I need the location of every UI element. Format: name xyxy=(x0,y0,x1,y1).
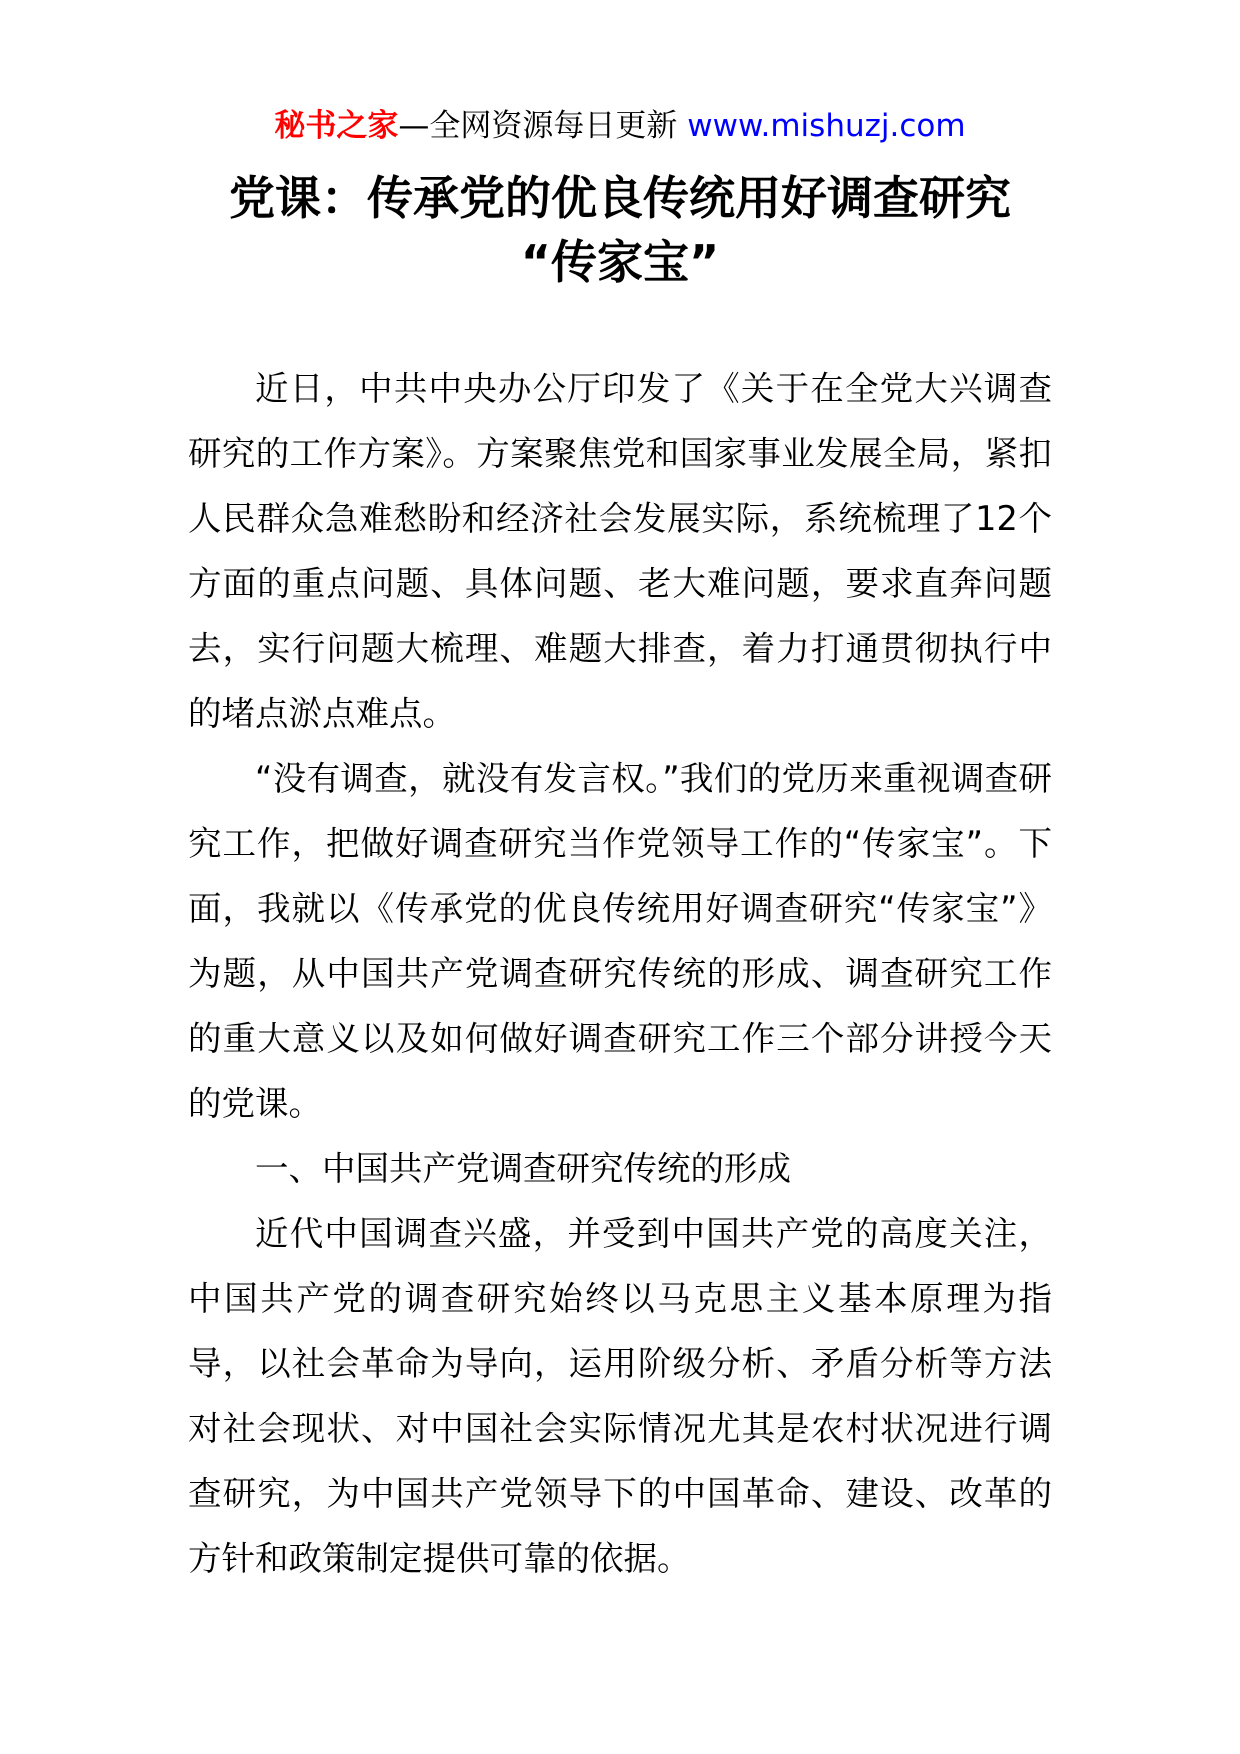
paragraph-intro: 近日，中共中央办公厅印发了《关于在全党大兴调查研究的工作方案》。方案聚焦党和国家事业发展全局，紧扣人民群众急难愁盼和经济社会发展实际，系统梳理了12个方面的重点问题、具体问题、老大难问题，要求直奔问题去，实行问题大梳理、难题大排查，着力打通贯彻执行中的堵点淤点难点。 xyxy=(188,369,1052,733)
paragraph-purpose: “没有调查，就没有发言权。”我们的党历来重视调查研究工作，把做好调查研究当作党领导工作的“传家宝”。下面，我就以《传承党的优良传统用好调查研究“传家宝”》为题，从中国共产党调查研究传统的形成、调查研究工作的重大意义以及如何做好调查研究工作三个部分讲授今天的党课。 xyxy=(188,759,1052,1123)
section-heading-1: 一、中国共产党调查研究传统的形成 xyxy=(255,1149,791,1188)
site-url-link[interactable]: www.mishuzj.com xyxy=(687,108,966,144)
title-line-2: “传家宝” xyxy=(520,235,720,289)
site-brand: 秘书之家 xyxy=(274,108,399,144)
site-header xyxy=(0,104,1240,148)
paragraph-section-1: 近代中国调查兴盛，并受到中国共产党的高度关注，中国共产党的调查研究始终以马克思主义基本原理为指导，以社会革命为导向，运用阶级分析、矛盾分析等方法对社会现状、对中国社会实际情况尤其是农村状况进行调查研究，为中国共产党领导下的中国革命、建设、改革的方针和政策制定提供可靠的依据。 xyxy=(188,1214,1052,1578)
document-body xyxy=(188,356,1052,1591)
title-line-1: 党课：传承党的优良传统用好调查研究 xyxy=(229,171,1011,225)
site-slogan: —全网资源每日更新 xyxy=(398,108,688,144)
document-title xyxy=(100,166,1140,294)
